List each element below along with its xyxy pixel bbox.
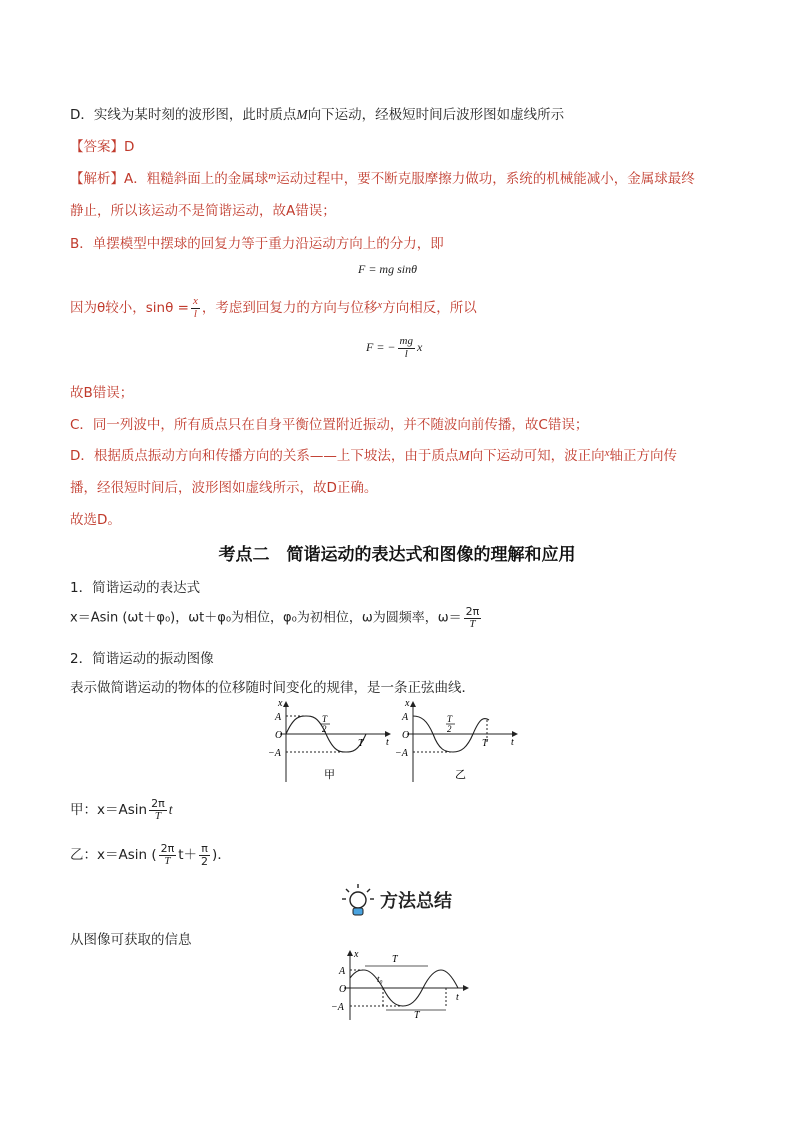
analysis-line-2: 静止，所以该运动不是简谐运动，故A错误； — [70, 203, 336, 219]
info-text: 从图像可获取的信息 — [70, 932, 192, 948]
analysis-label: 【解析】 — [70, 171, 124, 187]
info-x: x — [354, 949, 359, 960]
var-m-upper: M — [296, 107, 308, 122]
section-title: 考点二 简谐运动的表达式和图像的理解和应用 — [218, 545, 576, 565]
method-title: 方法总结 — [380, 891, 452, 912]
jia-eq-prefix: 甲：x＝Asin — [70, 802, 148, 819]
b2-text-c: 方向相反，所以 — [382, 300, 477, 317]
jia-T2-den: 2 — [322, 724, 327, 734]
equation-1: F = mg sinθ — [358, 262, 417, 276]
option-c-line: C．同一列波中，所有质点只在自身平衡位置附近振动，并不随波向前传播，故C错误； — [70, 417, 589, 433]
yi-eq-fraction-2: $\frac{\pi}{2}$ — [201, 842, 209, 868]
d1-text-c: 轴正方向传 — [609, 448, 678, 464]
var-m-upper-2: M — [458, 448, 470, 463]
info-A: A — [339, 966, 346, 977]
var-x: x — [377, 299, 383, 312]
b2-text-a: 因为θ较小，sinθ = — [70, 300, 189, 317]
var-m: m — [268, 170, 277, 182]
yi-A: A — [402, 712, 409, 723]
jia-A: A — [275, 712, 282, 723]
subheading-2-desc: 表示做简谐运动的物体的位移随时间变化的规律，是一条正弦曲线． — [70, 680, 475, 696]
yi-eq-mid: t＋ — [178, 847, 198, 864]
jia-t: t — [386, 737, 389, 748]
yi-t: t — [511, 737, 514, 748]
yi-T2-num: T — [447, 714, 453, 724]
option-d-line — [70, 103, 564, 123]
option-d-text: D．实线为某时刻的波形图，此时质点 — [70, 107, 297, 123]
method-summary-heading — [340, 882, 452, 918]
jia-T2-num: T — [322, 714, 328, 724]
jia-O: O — [275, 730, 283, 741]
jia-negA: −A — [268, 748, 281, 759]
d1-text-a: D．根据质点振动方向和传播方向的关系——上下坡法，由于质点 — [70, 448, 459, 464]
yi-eq-suffix: )． — [212, 847, 231, 864]
eq2-right: x — [416, 339, 423, 354]
eq2-left: F = − — [366, 339, 396, 354]
graph-yi — [395, 698, 525, 790]
yi-O: O — [402, 730, 410, 741]
option-b-end: 故B错误； — [70, 385, 134, 401]
analysis-a2: 运动过程中，要不断克服摩擦力做功，系统的机械能减小，金属球最终 — [276, 171, 695, 187]
yi-T2-den: 2 — [447, 724, 452, 734]
info-t0: t₀ — [377, 974, 383, 984]
jia-label: 甲 — [324, 768, 335, 781]
option-d2-line-2: 播，经很短时间后，波形图如虚线所示，故D正确。 — [70, 480, 378, 496]
yi-negA: −A — [395, 748, 408, 759]
yi-equation — [70, 843, 231, 867]
answer-line: 【答案】D — [70, 139, 135, 155]
yi-T: T — [482, 738, 488, 749]
jia-x: x — [278, 698, 283, 709]
equation-2 — [366, 336, 422, 360]
jia-equation — [70, 798, 172, 822]
lightbulb-icon — [340, 882, 376, 918]
info-O: O — [339, 984, 347, 995]
info-T-top: T — [392, 954, 398, 965]
formula-line — [70, 606, 483, 630]
option-b-line: B．单摆模型中摆球的回复力等于重力沿运动方向上的分力，即 — [70, 236, 444, 252]
var-x-2: x — [604, 447, 610, 459]
yi-label: 乙 — [455, 768, 466, 781]
yi-x: x — [405, 698, 410, 709]
jia-eq-fraction: $\frac{2\pi}{T}$ — [151, 797, 165, 822]
fraction-mg-over-l: $\frac{mg}{l}$ — [399, 335, 413, 360]
info-t: t — [456, 992, 459, 1003]
formula-text: x＝Asin (ωt＋φ₀)，ωt＋φ₀为相位，φ₀为初相位，ω为圆频率，ω＝ — [70, 610, 462, 626]
subheading-1: 1．简谐运动的表达式 — [70, 580, 201, 596]
b2-text-b: ，考虑到回复力的方向与位移 — [201, 300, 378, 317]
analysis-a1: A．粗糙斜面上的金属球 — [124, 171, 269, 187]
subheading-2: 2．简谐运动的振动图像 — [70, 651, 214, 667]
yi-eq-fraction-1: $\frac{2\pi}{T}$ — [160, 842, 175, 867]
info-negA: −A — [331, 1002, 344, 1013]
d1-text-b: 向下运动可知，波正向 — [469, 448, 605, 464]
graph-jia — [260, 698, 400, 790]
info-T-bottom: T — [414, 1010, 420, 1020]
jia-eq-suffix: t — [168, 802, 173, 818]
fraction-x-over-l: $\frac{x}{l}$ — [192, 295, 198, 320]
option-b-line-2 — [70, 296, 477, 320]
jia-T: T — [358, 738, 364, 749]
analysis-line-1 — [70, 167, 695, 187]
fraction-2pi-over-t: $\frac{2\pi}{T}$ — [465, 605, 480, 630]
option-d2-line-1 — [70, 444, 677, 464]
choose-line: 故选D。 — [70, 512, 121, 528]
graph-info — [328, 948, 473, 1020]
yi-eq-prefix: 乙：x＝Asin ( — [70, 847, 157, 864]
option-d-text-2: 向下运动，经极短时间后波形图如虚线所示 — [307, 107, 565, 123]
